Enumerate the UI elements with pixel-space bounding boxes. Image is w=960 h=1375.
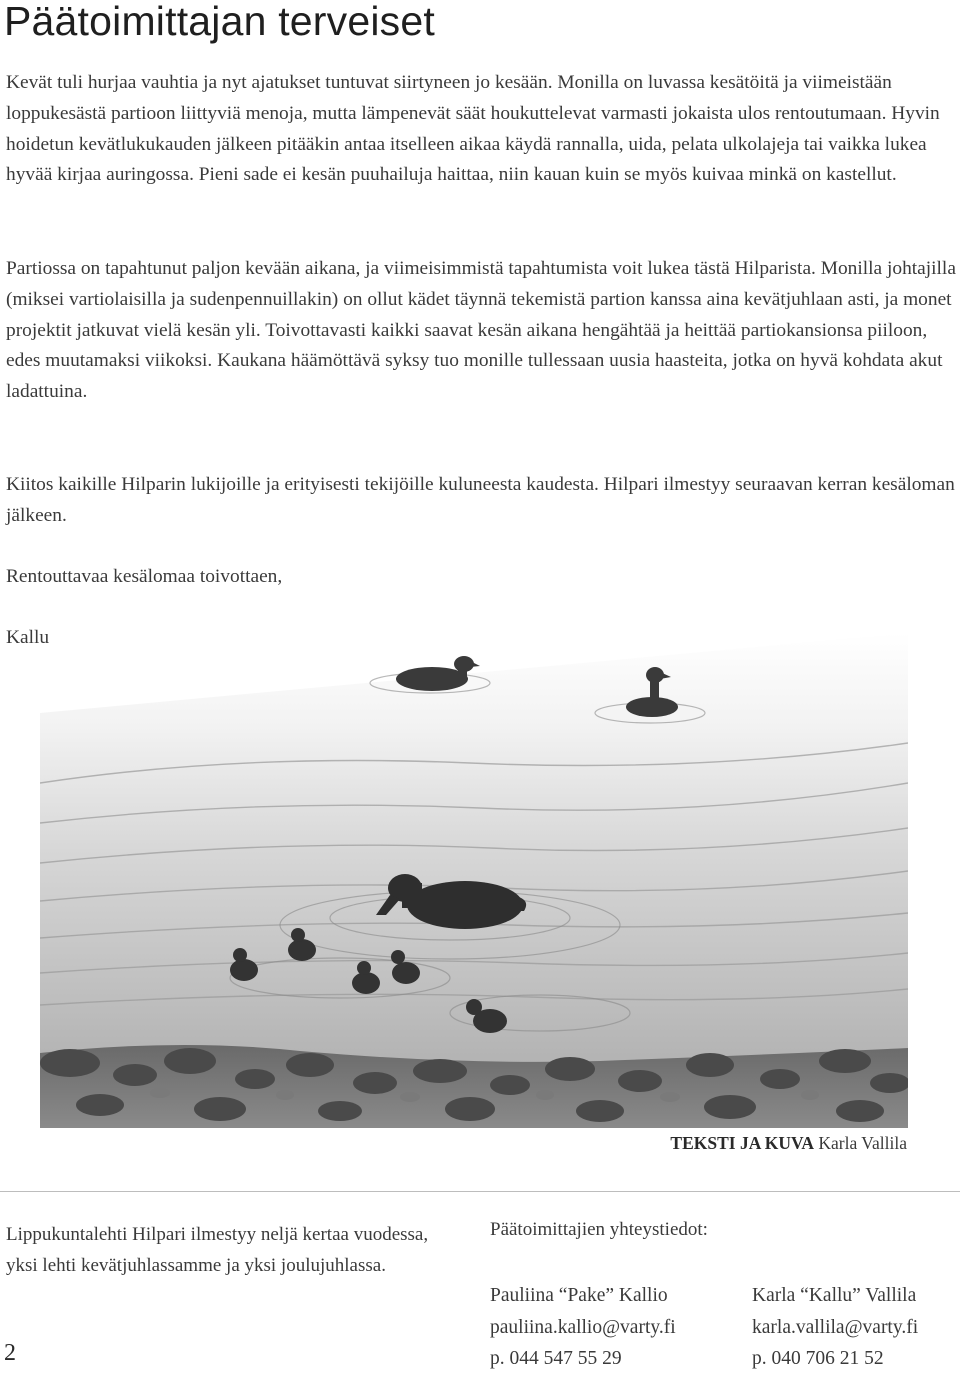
contact-email[interactable]: pauliina.kallio@varty.fi bbox=[490, 1316, 676, 1338]
publication-info: Lippukuntalehti Hilpari ilmestyy neljä kertaa vuodessa, yksi lehti kevätjuhlassamme ja yksi joulujuhlassa. bbox=[6, 1224, 429, 1276]
contacts-heading: Päätoimittajien yhteystiedot: bbox=[490, 1219, 708, 1240]
intro-paragraph: Kevät tuli hurjaa vauhtia ja nyt ajatukset tuntuvat siirtyneen jo kesään. Monilla on luvassa kesätöitä ja viimeistään loppukesästä partioon liittyviä menoja, mutta lämpenevät säät houkuttelevat varmasti jokaista ulos rentoutumaan. Hyvin hoidetun kevätlukukauden jälkeen pitääkin antaa itselleen aikaa käydä rannalla, uida, pelata ulkolajeja tai vaikka lukea hyvää kirjaa auringossa. Pieni sade ei kesän puuhailuja haittaa, niin kauan kuin se myös kuivaa minkä on kastellut. bbox=[6, 72, 940, 186]
contact-name: Pauliina “Pake” Kallio bbox=[490, 1285, 668, 1306]
footer-divider bbox=[0, 1191, 960, 1192]
photo-caption bbox=[670, 1133, 907, 1154]
events-paragraph: Partiossa on tapahtunut paljon kevään aikana, ja viimeisimmistä tapahtumista voit lukea tästä Hilparista. Monilla johtajilla (miksei vartiolaisilla ja sudenpennuillakin) on ollut kädet täynnä tekemistä partion kanssa aina kevätjuhlaan asti, ja monet projektit jatkuvat vielä kesän yli. Toivottavasti kaikki saavat kesän aikana hengähtää ja heittää partiokansionsa piiloon, edes muutamaksi viikoksi. Kaukana häämöttävä syksy tuo monille tullessaan uusia haasteita, jotka on hyvä kohdata akut ladattuina. bbox=[6, 258, 956, 403]
contact-phone: p. 040 706 21 52 bbox=[752, 1348, 884, 1369]
page-title: Päätoimittajan terveiset bbox=[4, 0, 435, 44]
ducks-photo bbox=[40, 633, 908, 1128]
closing-greeting: Rentouttavaa kesälomaa toivottaen, bbox=[6, 566, 283, 587]
thanks-paragraph: Kiitos kaikille Hilparin lukijoille ja erityisesti tekijöille kuluneesta kaudesta. Hilpari ilmestyy seuraavan kerran kesäloman jälkeen. bbox=[6, 474, 955, 526]
contact-name: Karla “Kallu” Vallila bbox=[752, 1285, 917, 1306]
contact-card bbox=[490, 1280, 676, 1375]
caption-author: Karla Vallila bbox=[818, 1133, 907, 1153]
page-number: 2 bbox=[4, 1340, 16, 1366]
caption-credit-label: TEKSTI JA KUVA bbox=[670, 1133, 815, 1153]
contact-email[interactable]: karla.vallila@varty.fi bbox=[752, 1316, 919, 1338]
signature: Kallu bbox=[6, 627, 50, 648]
contact-card bbox=[752, 1280, 918, 1375]
contact-phone: p. 044 547 55 29 bbox=[490, 1348, 622, 1369]
